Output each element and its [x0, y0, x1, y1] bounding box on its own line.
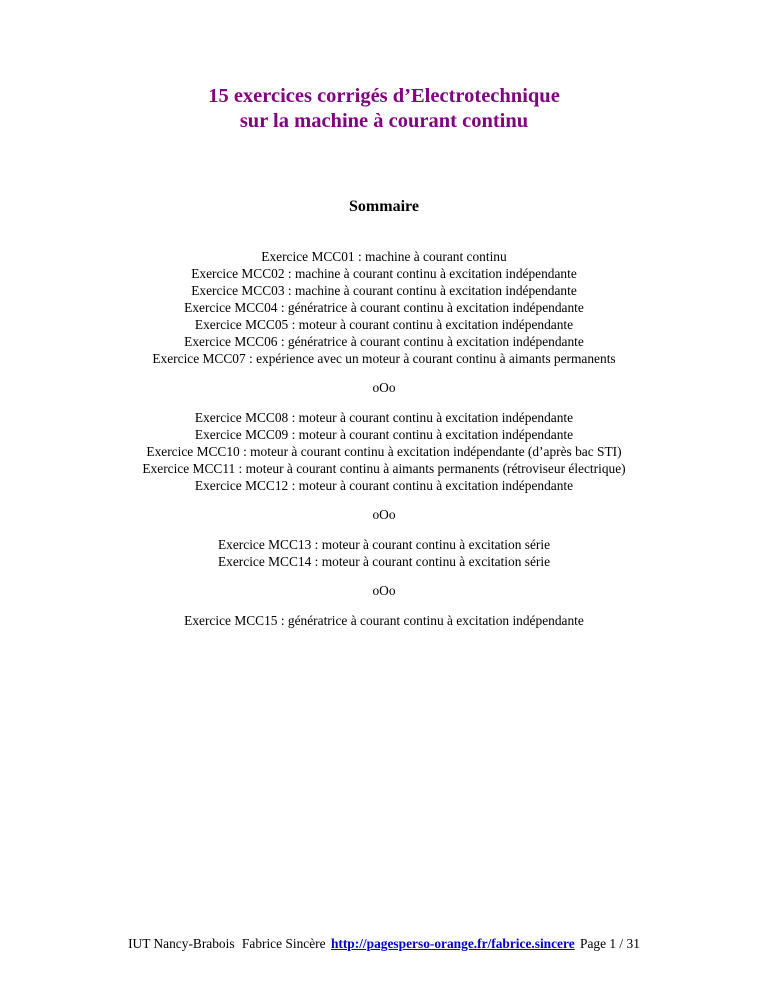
- footer-author: Fabrice Sincère: [241, 936, 326, 951]
- toc-item-mcc14: Exercice MCC14 : moteur à courant continu à excitation série: [217, 554, 551, 569]
- toc-item-mcc01: Exercice MCC01 : machine à courant continu: [261, 249, 507, 264]
- toc-group-4: [0, 612, 768, 629]
- toc-item-mcc07: Exercice MCC07 : expérience avec un moteur à courant continu à aimants permanents: [152, 351, 616, 366]
- page-footer: [0, 936, 768, 952]
- toc-item-mcc03: Exercice MCC03 : machine à courant continu à excitation indépendante: [191, 283, 577, 298]
- title-line-1: 15 exercices corrigés d’Electrotechnique: [208, 85, 560, 107]
- toc-item-mcc13: Exercice MCC13 : moteur à courant continu à excitation série: [217, 537, 551, 552]
- title-line-2: sur la machine à courant continu: [239, 110, 529, 132]
- separator-1: oOo: [372, 380, 396, 395]
- table-of-contents: [0, 248, 768, 629]
- toc-group-1: [0, 248, 768, 367]
- separator-3: oOo: [372, 583, 396, 598]
- document-title: [0, 84, 768, 134]
- toc-item-mcc06: Exercice MCC06 : génératrice à courant continu à excitation indépendante: [184, 334, 584, 349]
- summary-heading: Sommaire: [349, 198, 419, 215]
- toc-item-mcc02: Exercice MCC02 : machine à courant continu à excitation indépendante: [191, 266, 577, 281]
- toc-item-mcc12: Exercice MCC12 : moteur à courant continu à excitation indépendante: [194, 478, 574, 493]
- toc-item-mcc04: Exercice MCC04 : génératrice à courant continu à excitation indépendante: [184, 300, 584, 315]
- footer-institution: IUT Nancy-Brabois: [128, 936, 235, 951]
- toc-item-mcc11: Exercice MCC11 : moteur à courant continu à aimants permanents (rétroviseur électrique): [142, 461, 626, 476]
- footer-page-number: Page 1 / 31: [580, 936, 640, 951]
- toc-item-mcc15: Exercice MCC15 : génératrice à courant continu à excitation indépendante: [184, 613, 584, 628]
- toc-group-2: [0, 409, 768, 494]
- toc-item-mcc10: Exercice MCC10 : moteur à courant continu à excitation indépendante (d’après bac STI): [146, 444, 622, 459]
- toc-item-mcc09: Exercice MCC09 : moteur à courant continu à excitation indépendante: [194, 427, 574, 442]
- toc-item-mcc05: Exercice MCC05 : moteur à courant continu à excitation indépendante: [194, 317, 574, 332]
- toc-item-mcc08: Exercice MCC08 : moteur à courant continu à excitation indépendante: [194, 410, 574, 425]
- toc-group-3: [0, 536, 768, 570]
- footer-url-link[interactable]: http://pagesperso-orange.fr/fabrice.sincere: [330, 936, 575, 951]
- separator-2: oOo: [372, 507, 396, 522]
